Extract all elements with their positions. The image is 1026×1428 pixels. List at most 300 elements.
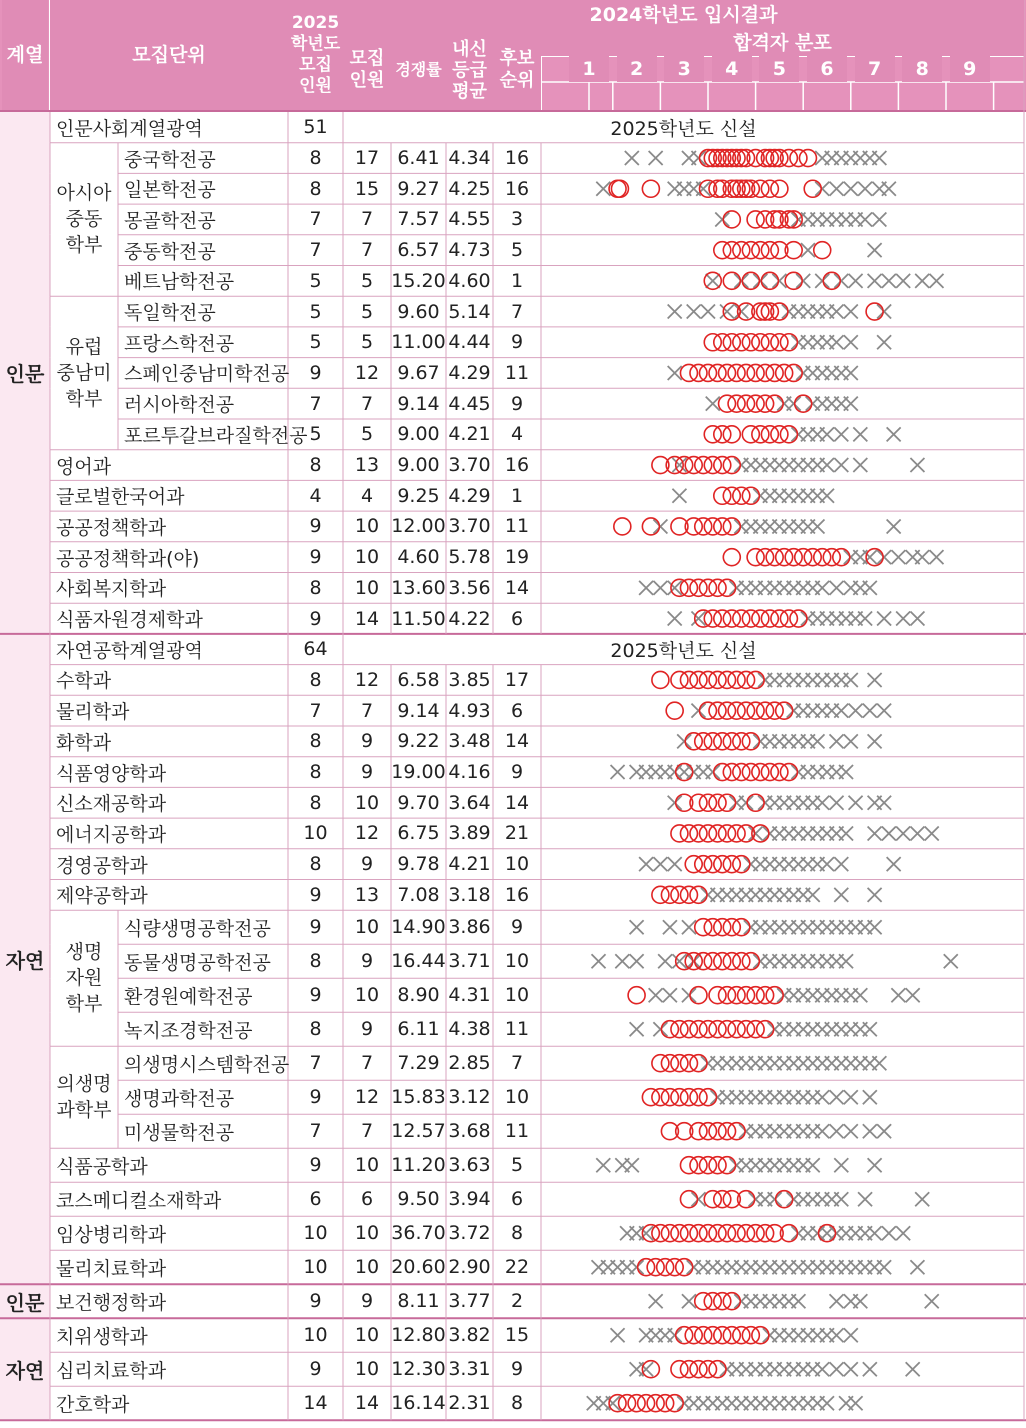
rejected-marker <box>863 1090 877 1104</box>
quota-2025: 7 <box>309 239 322 262</box>
accepted-marker <box>680 579 697 596</box>
rejected-marker <box>672 458 686 472</box>
rejected-marker <box>830 1328 844 1342</box>
accepted-marker <box>647 1395 664 1412</box>
waitlist-rank: 14 <box>504 791 530 814</box>
rejected-marker <box>839 765 853 779</box>
rejected-marker <box>910 826 924 840</box>
unit-name: 독일학전공 <box>124 302 216 325</box>
accepted-marker <box>742 764 759 781</box>
quota-2025: 8 <box>309 853 322 876</box>
rejected-marker <box>906 1362 920 1376</box>
rejected-marker <box>877 305 891 319</box>
accepted-marker <box>733 180 750 197</box>
accepted-marker <box>719 825 736 842</box>
rejected-marker <box>820 427 834 441</box>
rejected-marker <box>882 274 896 288</box>
accepted-marker <box>795 395 812 412</box>
accepted-marker <box>752 610 769 627</box>
rejected-marker <box>834 1158 848 1172</box>
quota: 5 <box>360 331 374 354</box>
grade-average: 3.63 <box>448 1154 491 1177</box>
accepted-marker <box>757 1225 774 1242</box>
rejected-marker <box>834 1192 848 1206</box>
accepted-marker <box>723 426 740 443</box>
rejected-marker <box>844 1090 858 1104</box>
accepted-marker <box>652 1089 669 1106</box>
accepted-marker <box>780 426 797 443</box>
accepted-marker <box>719 579 736 596</box>
quota: 7 <box>360 1120 374 1143</box>
rejected-marker <box>706 397 720 411</box>
accepted-marker <box>680 1157 697 1174</box>
accepted-marker <box>742 334 759 351</box>
waitlist-rank: 9 <box>510 916 524 939</box>
accepted-marker <box>704 953 721 970</box>
rejected-marker <box>639 581 653 595</box>
header-result-2024: 2024학년도 입시결과 <box>343 0 1024 30</box>
accepted-marker <box>742 733 759 750</box>
accepted-marker <box>723 272 740 289</box>
rejected-marker <box>611 1328 625 1342</box>
rejected-marker <box>596 1158 610 1172</box>
accepted-marker <box>671 1021 688 1038</box>
rejected-marker <box>815 1124 829 1138</box>
quota-2025: 7 <box>309 1052 322 1075</box>
accepted-marker <box>719 1157 736 1174</box>
grade-average: 3.71 <box>448 950 491 973</box>
accepted-marker <box>733 856 750 873</box>
accepted-marker <box>671 886 688 903</box>
rejected-marker <box>625 1158 639 1172</box>
rejected-marker <box>830 581 844 595</box>
rejected-marker <box>668 366 682 380</box>
accepted-marker <box>671 671 688 688</box>
accepted-marker <box>757 1021 774 1038</box>
rejected-marker <box>849 704 863 718</box>
accepted-marker <box>714 426 731 443</box>
quota: 10 <box>354 984 380 1007</box>
accepted-marker <box>714 334 731 351</box>
grade-average: 4.44 <box>448 331 491 354</box>
accepted-marker <box>738 671 755 688</box>
rejected-marker <box>844 734 858 748</box>
rejected-marker <box>815 274 829 288</box>
accepted-marker <box>733 610 750 627</box>
grade-average: 3.72 <box>448 1222 491 1245</box>
header-grade-avg: 내신 등급 평균 <box>446 30 493 110</box>
accepted-marker <box>642 518 659 535</box>
accepted-marker <box>719 1225 736 1242</box>
accepted-marker <box>780 610 797 627</box>
unit-name: 환경원예학전공 <box>124 985 253 1008</box>
accepted-marker <box>680 1191 697 1208</box>
accepted-marker <box>671 825 688 842</box>
competition-rate: 12.57 <box>391 1120 446 1143</box>
competition-rate: 12.80 <box>391 1324 446 1347</box>
rejected-marker <box>868 920 882 934</box>
quota: 10 <box>354 576 380 599</box>
competition-rate: 7.08 <box>397 883 440 906</box>
rejected-marker <box>653 857 667 871</box>
accepted-marker <box>733 1327 750 1344</box>
rejected-marker <box>615 954 629 968</box>
accepted-marker <box>652 671 669 688</box>
accepted-marker <box>704 1327 721 1344</box>
accepted-marker <box>757 395 774 412</box>
accepted-marker <box>695 518 712 535</box>
rejected-marker <box>630 1022 644 1036</box>
rejected-marker <box>944 954 958 968</box>
competition-rate: 14.90 <box>391 916 446 939</box>
rejected-marker <box>639 857 653 871</box>
accepted-marker <box>761 242 778 259</box>
accepted-marker <box>695 953 712 970</box>
rejected-marker <box>882 826 896 840</box>
quota-2025: 8 <box>309 950 322 973</box>
rejected-marker <box>682 988 696 1002</box>
accepted-marker <box>690 671 707 688</box>
rejected-marker <box>877 550 891 564</box>
rejected-marker <box>630 920 644 934</box>
rejected-marker <box>658 954 672 968</box>
header-competition: 경쟁률 <box>391 30 446 110</box>
category-label: 인문 <box>5 362 45 387</box>
header-quota: 모집 인원 <box>343 30 391 110</box>
accepted-marker <box>742 272 759 289</box>
header-grade-tick: 9 <box>950 56 990 82</box>
accepted-marker <box>704 426 721 443</box>
rejected-marker <box>863 1124 877 1138</box>
accepted-marker <box>771 610 788 627</box>
waitlist-rank: 5 <box>510 1154 524 1177</box>
accepted-marker <box>728 395 745 412</box>
quota: 12 <box>354 822 380 845</box>
header-grade-tick: 2 <box>617 56 657 82</box>
waitlist-rank: 3 <box>510 208 524 231</box>
rejected-marker <box>830 1124 844 1138</box>
accepted-marker <box>804 549 821 566</box>
accepted-marker <box>780 334 797 351</box>
accepted-marker <box>771 334 788 351</box>
accepted-marker <box>814 549 831 566</box>
accepted-marker <box>723 211 740 228</box>
waitlist-rank: 7 <box>510 1052 524 1075</box>
quota-2025: 9 <box>309 1358 322 1381</box>
competition-rate: 11.20 <box>391 1154 446 1177</box>
accepted-marker <box>795 549 812 566</box>
waitlist-rank: 16 <box>504 454 530 477</box>
rejected-marker <box>830 1362 844 1376</box>
rejected-marker <box>834 888 848 902</box>
competition-rate: 16.44 <box>391 950 446 973</box>
rejected-marker <box>925 826 939 840</box>
accepted-marker <box>771 426 788 443</box>
waitlist-rank: 9 <box>510 761 524 784</box>
waitlist-rank: 14 <box>504 730 530 753</box>
rejected-marker <box>849 796 863 810</box>
competition-rate: 13.60 <box>391 576 446 599</box>
accepted-marker <box>652 1225 669 1242</box>
waitlist-rank: 11 <box>504 1120 530 1143</box>
rejected-marker <box>891 550 905 564</box>
competition-rate: 9.70 <box>397 791 440 814</box>
accepted-marker <box>676 1259 693 1276</box>
accepted-marker <box>671 1361 688 1378</box>
competition-rate: 11.00 <box>391 331 446 354</box>
accepted-marker <box>700 579 717 596</box>
quota: 9 <box>360 761 374 784</box>
grade-average: 3.94 <box>448 1188 491 1211</box>
rejected-marker <box>791 1294 805 1308</box>
rejected-marker <box>868 1158 882 1172</box>
accepted-marker <box>704 733 721 750</box>
header-grade-tick: 3 <box>664 56 704 82</box>
rejected-marker <box>896 612 910 626</box>
rejected-marker <box>611 765 625 779</box>
rejected-marker <box>691 612 705 626</box>
grade-average: 4.93 <box>448 699 491 722</box>
rejected-marker <box>682 1294 696 1308</box>
accepted-marker <box>728 1225 745 1242</box>
rejected-marker <box>653 581 667 595</box>
competition-rate: 6.57 <box>397 239 440 262</box>
rejected-marker <box>868 734 882 748</box>
rejected-marker <box>915 1192 929 1206</box>
unit-name: 인문사회계열광역 <box>56 117 203 140</box>
rejected-marker <box>706 274 720 288</box>
accepted-marker <box>728 702 745 719</box>
accepted-marker <box>723 242 740 259</box>
accepted-marker <box>700 794 717 811</box>
accepted-marker <box>642 180 659 197</box>
rejected-marker <box>872 151 886 165</box>
rejected-marker <box>830 734 844 748</box>
competition-rate: 6.58 <box>397 668 440 691</box>
rejected-marker <box>830 182 844 196</box>
quota: 7 <box>360 392 374 415</box>
waitlist-rank: 1 <box>510 269 524 292</box>
accepted-marker <box>661 1055 678 1072</box>
accepted-marker <box>723 764 740 781</box>
accepted-marker <box>723 953 740 970</box>
rejected-marker <box>668 1328 682 1342</box>
rejected-marker <box>768 1192 782 1206</box>
quota: 12 <box>354 668 380 691</box>
rejected-marker <box>844 1124 858 1138</box>
waitlist-rank: 10 <box>504 984 530 1007</box>
group-label: 의생명 과학부 <box>56 1073 112 1122</box>
rejected-marker <box>625 151 639 165</box>
unit-name: 중국학전공 <box>124 148 216 171</box>
accepted-marker <box>680 671 697 688</box>
accepted-marker <box>799 150 816 167</box>
header-grade-tick: 4 <box>712 56 752 82</box>
quota-2025: 8 <box>309 177 322 200</box>
accepted-marker <box>666 1259 683 1276</box>
competition-rate: 9.50 <box>397 1188 440 1211</box>
accepted-marker <box>709 1021 726 1038</box>
accepted-marker <box>757 702 774 719</box>
accepted-marker <box>652 1055 669 1072</box>
rejected-marker <box>691 151 705 165</box>
quota: 10 <box>354 1256 380 1279</box>
grade-average: 4.45 <box>448 392 491 415</box>
accepted-marker <box>766 395 783 412</box>
rejected-marker <box>863 581 877 595</box>
accepted-marker <box>714 1293 731 1310</box>
grade-average: 3.48 <box>448 730 491 753</box>
accepted-marker <box>747 211 764 228</box>
rejected-marker <box>853 427 867 441</box>
accepted-marker <box>761 180 778 197</box>
accepted-marker <box>695 733 712 750</box>
accepted-marker <box>766 549 783 566</box>
unit-name: 경영공학과 <box>56 854 148 877</box>
rejected-marker <box>891 988 905 1002</box>
rejected-marker <box>925 1294 939 1308</box>
accepted-marker <box>733 733 750 750</box>
accepted-marker <box>628 987 645 1004</box>
accepted-marker <box>638 1395 655 1412</box>
rejected-marker <box>863 1022 877 1036</box>
accepted-marker <box>704 457 721 474</box>
accepted-marker <box>695 856 712 873</box>
competition-rate: 9.00 <box>397 423 440 446</box>
quota: 4 <box>360 484 374 507</box>
rejected-marker <box>815 182 829 196</box>
accepted-marker <box>690 1055 707 1072</box>
grade-average: 4.31 <box>448 984 491 1007</box>
grade-average: 4.73 <box>448 239 491 262</box>
grade-average: 3.77 <box>448 1290 491 1313</box>
rejected-marker <box>701 305 715 319</box>
accepted-marker <box>714 856 731 873</box>
quota-2025: 9 <box>309 1086 322 1109</box>
rejected-marker <box>706 765 720 779</box>
accepted-marker <box>714 733 731 750</box>
quota: 10 <box>354 791 380 814</box>
competition-rate: 7.29 <box>397 1052 440 1075</box>
rejected-marker <box>653 1022 667 1036</box>
accepted-marker <box>747 794 764 811</box>
unit-name: 공공정책학과(야) <box>56 547 200 570</box>
accepted-marker <box>719 671 736 688</box>
unit-name: 간호학과 <box>56 1393 130 1416</box>
accepted-marker <box>714 1327 731 1344</box>
accepted-marker <box>804 180 821 197</box>
accepted-marker <box>676 1327 693 1344</box>
waitlist-rank: 7 <box>510 300 524 323</box>
waitlist-rank: 5 <box>510 239 524 262</box>
grade-average: 4.16 <box>448 761 491 784</box>
unit-name: 녹지조경학전공 <box>124 1019 253 1042</box>
accepted-marker <box>695 1327 712 1344</box>
quota: 12 <box>354 1086 380 1109</box>
rejected-marker <box>910 1260 924 1274</box>
rejected-marker <box>929 550 943 564</box>
quota-2025: 9 <box>309 916 322 939</box>
rejected-marker <box>815 1090 829 1104</box>
rejected-marker <box>668 305 682 319</box>
grade-average: 3.56 <box>448 576 491 599</box>
quota: 12 <box>354 361 380 384</box>
rejected-marker <box>687 305 701 319</box>
waitlist-rank: 11 <box>504 515 530 538</box>
accepted-marker <box>638 1259 655 1276</box>
rejected-marker <box>668 857 682 871</box>
unit-name: 중동학전공 <box>124 240 216 263</box>
accepted-marker <box>757 549 774 566</box>
quota-2025: 51 <box>303 116 328 139</box>
rejected-marker <box>653 519 667 533</box>
unit-name: 동물생명공학전공 <box>124 951 271 974</box>
accepted-marker <box>685 856 702 873</box>
competition-rate: 6.11 <box>397 1018 440 1041</box>
grade-average: 3.70 <box>448 454 491 477</box>
unit-name: 러시아학전공 <box>124 394 235 417</box>
rejected-marker <box>844 1362 858 1376</box>
rejected-marker <box>887 427 901 441</box>
accepted-marker <box>757 364 774 381</box>
rejected-marker <box>787 397 801 411</box>
rejected-marker <box>896 274 910 288</box>
rejected-marker <box>830 1090 844 1104</box>
rejected-marker <box>868 826 882 840</box>
accepted-marker <box>728 1021 745 1038</box>
unit-name: 식품자원경제학과 <box>56 609 203 632</box>
rejected-marker <box>877 1260 891 1274</box>
accepted-marker <box>738 364 755 381</box>
quota: 6 <box>360 1188 374 1211</box>
accepted-marker <box>690 1157 707 1174</box>
accepted-marker <box>785 272 802 289</box>
competition-rate: 7.57 <box>397 208 440 231</box>
accepted-marker <box>709 579 726 596</box>
accepted-marker <box>680 1225 697 1242</box>
accepted-marker <box>690 579 707 596</box>
accepted-marker <box>704 1293 721 1310</box>
accepted-marker <box>785 549 802 566</box>
unit-name: 글로벌한국어과 <box>56 486 185 509</box>
rejected-marker <box>682 920 696 934</box>
accepted-marker <box>723 610 740 627</box>
accepted-marker <box>761 334 778 351</box>
grade-average: 3.64 <box>448 791 491 814</box>
accepted-marker <box>700 1123 717 1140</box>
competition-rate: 15.20 <box>391 269 446 292</box>
quota-2025: 10 <box>303 1222 328 1245</box>
quota-2025: 10 <box>303 822 328 845</box>
accepted-marker <box>700 1089 717 1106</box>
accepted-marker <box>709 1225 726 1242</box>
rejected-marker <box>596 182 610 196</box>
quota: 5 <box>360 423 374 446</box>
grade-average: 5.14 <box>448 300 491 323</box>
quota: 9 <box>360 853 374 876</box>
accepted-marker <box>752 242 769 259</box>
accepted-marker <box>742 487 759 504</box>
rejected-marker <box>863 550 877 564</box>
rejected-marker <box>915 550 929 564</box>
accepted-marker <box>714 1191 731 1208</box>
accepted-marker <box>723 1327 740 1344</box>
waitlist-rank: 9 <box>510 1358 524 1381</box>
accepted-marker <box>661 1089 678 1106</box>
accepted-marker <box>700 702 717 719</box>
accepted-marker <box>723 334 740 351</box>
accepted-marker <box>728 364 745 381</box>
